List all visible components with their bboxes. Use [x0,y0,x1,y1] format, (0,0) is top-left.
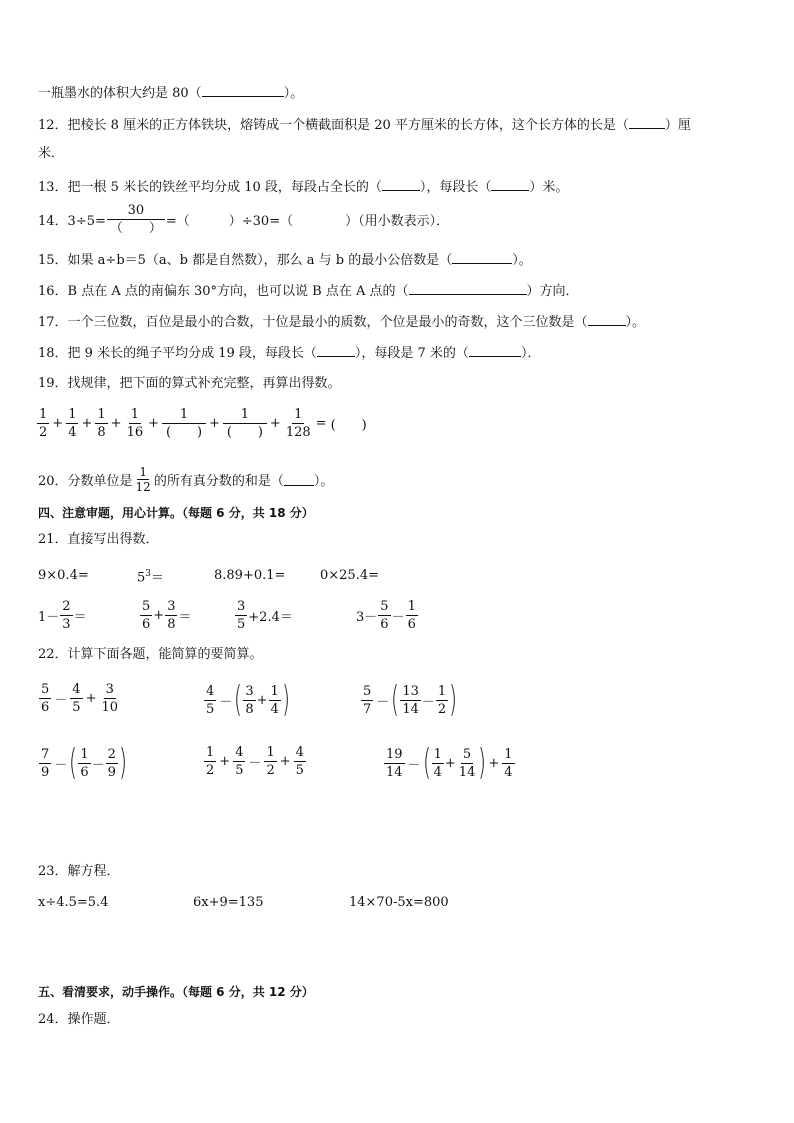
question-14: 14．3÷5= $\frac{30}{( )}$ =（ ）÷30=（ ）（用小数表示）． [38,203,450,236]
q22-item: $\frac{7}{9}$ － ( $\frac{1}{6}$ － $\frac{2}{9}$ ) [41,742,127,783]
q21-item: 0×25.4= [320,568,380,583]
fraction: $\frac{3}{5}$ [237,599,246,632]
fraction: $\frac{7}{9}$ [41,746,50,780]
answer-slot[interactable]: ( ) [330,418,367,433]
q21-item: 3－ $\frac{5}{6}$ － $\frac{1}{6}$ [356,599,416,632]
fraction: $\frac{5}{14}$ [458,746,476,780]
question-13: 13．把一根 5 米长的铁丝平均分成 10 段，每段占全长的（ ），每段长（ ）米。 [38,180,569,195]
fraction: $\frac{1}{16}$ [126,407,144,440]
fraction: $\frac{1}{12}$ [135,465,151,494]
answer-blank[interactable] [409,282,527,295]
section-5-heading: 五、看清要求，动手操作。（每题 6 分，共 12 分） [38,985,314,999]
answer-blank[interactable] [382,178,420,191]
fraction: $\frac{4}{5}$ [72,682,81,715]
question-20: 20．分数单位是 $\frac{1}{12}$ 的所有真分数的和是（ ）。 [38,465,334,494]
q19-expression: $\frac{1}{2}$ + $\frac{1}{4}$ + $\frac{1}{8}$ + $\frac{1}{16}$ + $\frac{1}{( )}$ + $\frac{1}{( )}$ + $\frac{1}{128}$ = ( ) [39,407,367,440]
fraction: $\frac{2}{9}$ [107,746,116,780]
question-24: 24．操作题． [38,1012,120,1027]
fraction: $\frac{3}{8}$ [167,599,176,632]
section-4-heading: 四、注意审题，用心计算。（每题 6 分，共 18 分） [38,506,314,520]
answer-blank[interactable] [452,251,512,264]
answer-blank[interactable] [284,473,314,486]
answer-slot[interactable]: （ ） [109,221,162,236]
q21-item: 9×0.4= [38,568,89,583]
fraction: $\frac{1}{4}$ [504,746,513,780]
fraction: $\frac{5}{6}$ [142,599,151,632]
fraction: $\frac{3}{8}$ [245,683,254,717]
fraction: $\frac{5}{6}$ [380,599,389,632]
question-23: 23．解方程． [38,864,120,879]
question-18: 18．把 9 米长的绳子平均分成 19 段，每段长（ ），每段是 7 米的（ ）． [38,346,541,361]
fraction: $\frac{2}{3}$ [62,599,71,632]
equation: 6x+9=135 [193,895,264,910]
answer-slot[interactable]: ( ) [165,425,203,440]
fraction: $\frac{4}{5}$ [235,745,244,778]
q21-item: $\frac{3}{5}$ +2.4＝ [237,599,293,632]
fraction: $\frac{1}{6}$ [80,746,89,780]
fraction: $\frac{1}{8}$ [97,407,106,440]
answer-blank[interactable] [469,344,521,357]
fraction: $\frac{1}{4}$ [68,407,77,440]
q22-item: $\frac{4}{5}$ － ( $\frac{3}{8}$ + $\frac{1}{4}$ ) [206,679,290,720]
fraction: $\frac{1}{( )}$ [162,407,206,440]
fraction: $\frac{1}{4}$ [270,683,279,717]
q22-item: $\frac{1}{2}$ + $\frac{4}{5}$ － $\frac{1}{2}$ + $\frac{4}{5}$ [206,745,304,778]
q21-item: 1－ $\frac{2}{3}$ ＝ [38,599,87,632]
q11-tail: 一瓶墨水的体积大约是 80（ ）。 [38,86,304,101]
fraction: $\frac{1}{128}$ [285,407,311,440]
question-21: 21．直接写出得数． [38,532,159,547]
question-22: 22．计算下面各题，能简算的要简算。 [38,647,263,662]
question-12: 12．把棱长 8 厘米的正方体铁块，熔铸成一个横截面积是 20 平方厘米的长方体，这个长方体的长是（ ）厘 [38,118,691,133]
fraction: $\frac{5}{7}$ [363,683,372,717]
answer-blank[interactable] [317,344,355,357]
fraction: $\frac{1}{2}$ [266,745,275,778]
fraction: $\frac{1}{2}$ [437,683,447,717]
fraction: $\frac{1}{6}$ [407,599,416,632]
q21-item: $5^3=$ [137,569,165,586]
fraction: $\frac{4}{5}$ [295,745,304,778]
fraction: $\frac{5}{6}$ [41,682,50,715]
question-15: 15．如果 a÷b＝5（a、b 都是自然数），那么 a 与 b 的最小公倍数是（ ）。 [38,253,532,268]
equation: 14×70-5x=800 [349,895,449,910]
q22-item: $\frac{5}{6}$ － $\frac{4}{5}$ + $\frac{3}{10}$ [41,682,119,715]
fraction: $\frac{1}{2}$ [39,407,48,440]
question-17: 17．一个三位数，百位是最小的合数，十位是最小的质数，个位是最小的奇数，这个三位数是（ ）。 [38,315,646,330]
q22-item: $\frac{19}{14}$ － ( $\frac{1}{4}$ + $\frac{5}{14}$ ) + $\frac{1}{4}$ [386,742,513,783]
answer-blank[interactable] [588,313,626,326]
answer-blank[interactable] [202,84,284,97]
equation: x÷4.5=5.4 [38,895,109,910]
fraction: $\frac{3}{10}$ [101,682,119,715]
q21-item: 8.89+0.1= [214,568,286,583]
q21-item: $\frac{5}{6}$ + $\frac{3}{8}$ ＝ [142,599,192,632]
fraction: $\frac{19}{14}$ [386,746,403,780]
fraction: $\frac{1}{2}$ [206,745,215,778]
fraction: $\frac{1}{( )}$ [223,407,267,440]
answer-slot[interactable]: ( ) [226,425,263,440]
question-16: 16．B 点在 A 点的南偏东 30°方向，也可以说 B 点在 A 点的（ ）方向． [38,284,579,299]
answer-blank[interactable] [491,178,529,191]
q22-item: $\frac{5}{7}$ － ( $\frac{13}{14}$ － $\frac{1}{2}$ ) [363,679,458,720]
question-12-cont: 米． [38,146,65,161]
fraction: $\frac{1}{4}$ [433,746,442,780]
fraction: $\frac{4}{5}$ [206,683,215,717]
fraction: $\frac{30}{( )}$ [107,203,165,236]
question-19: 19．找规律，把下面的算式补充完整，再算出得数。 [38,376,341,391]
fraction: $\frac{13}{14}$ [402,683,419,717]
answer-blank[interactable] [629,116,665,129]
